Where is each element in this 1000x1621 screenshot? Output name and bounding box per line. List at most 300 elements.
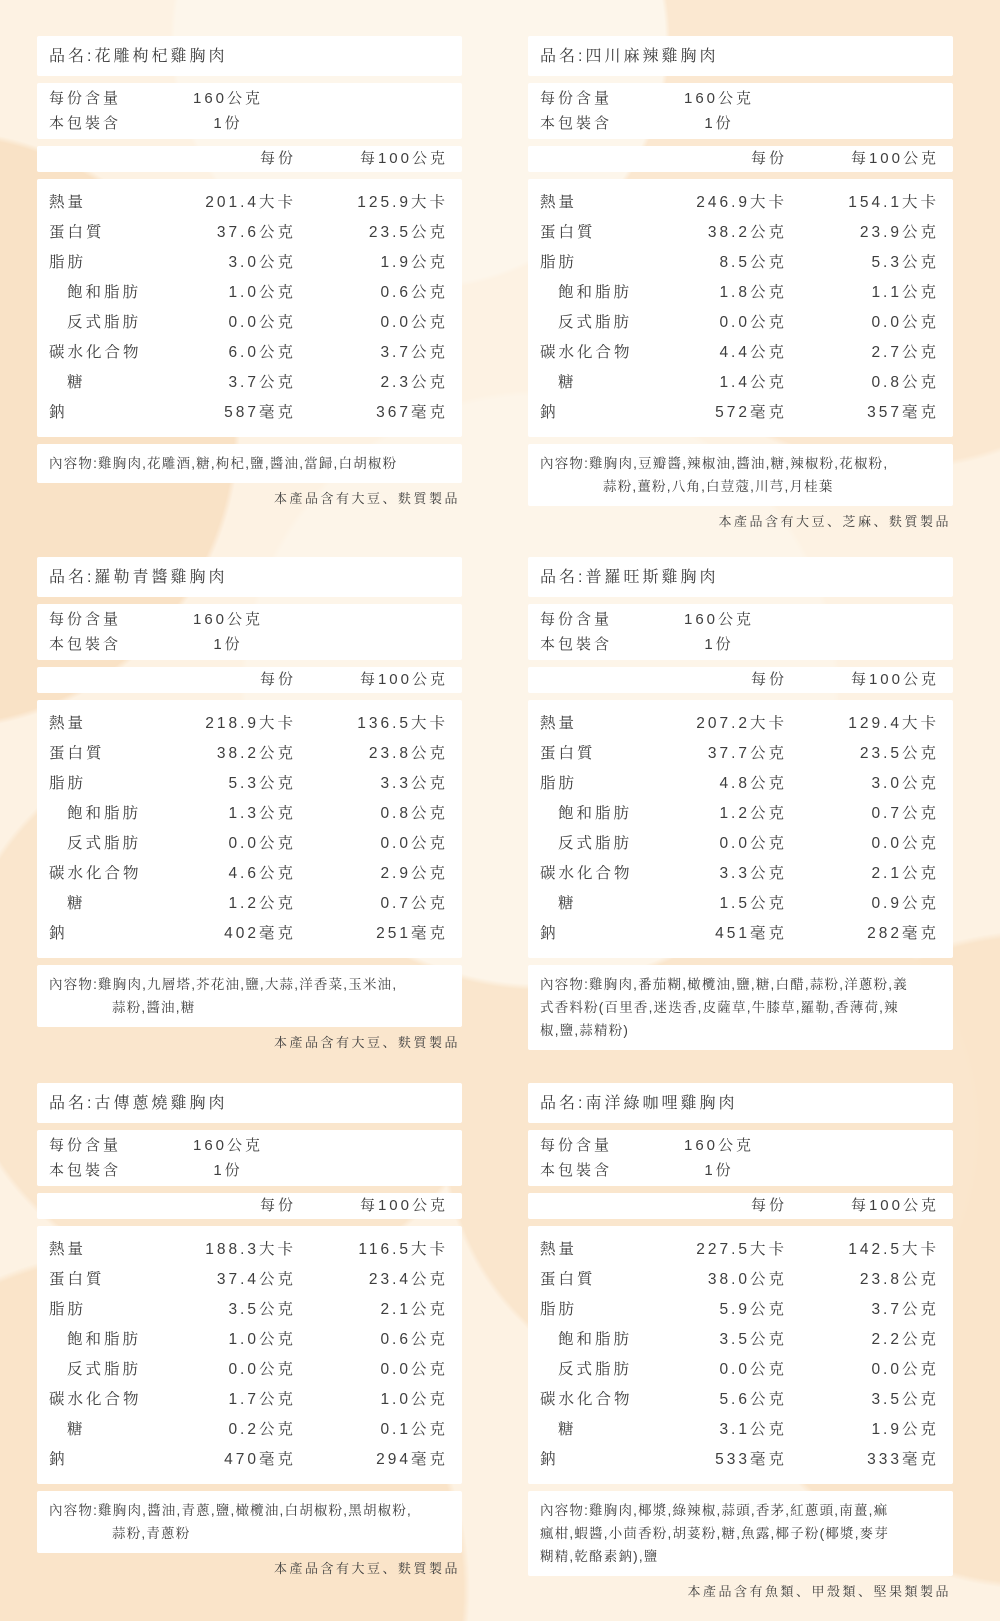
per-100g-value: 3.5公克	[871, 1391, 939, 1408]
per-100g-value: 116.5大卡	[358, 1241, 448, 1258]
per-100g-value: 2.3公克	[380, 374, 448, 391]
nutrient-name: 糖	[558, 895, 577, 912]
per-100g-value: 0.0公克	[380, 835, 448, 852]
table-row-calories	[49, 1235, 448, 1265]
per-100g-value: 251毫克	[376, 925, 448, 942]
nutrient-name: 反式脂肪	[558, 1361, 633, 1378]
package-count-label: 本包裝含	[49, 115, 122, 132]
table-row-calories	[540, 1235, 939, 1265]
per-serving-column-header: 每份	[750, 150, 787, 167]
nutrient-name: 碳水化合物	[49, 1391, 142, 1408]
nutrition-table	[528, 700, 953, 958]
nutrient-name: 糖	[67, 1421, 86, 1438]
column-header-row	[528, 667, 953, 693]
nutrient-name: 碳水化合物	[540, 1391, 633, 1408]
per-serving-value: 1.0公克	[228, 284, 296, 301]
nutrient-name: 碳水化合物	[540, 344, 633, 361]
per-100g-value: 1.9公克	[380, 254, 448, 271]
per-serving-value: 227.5大卡	[696, 1241, 787, 1258]
table-row-sodium	[49, 919, 448, 949]
per-serving-value: 0.2公克	[228, 1421, 296, 1438]
table-row-trans-fat	[540, 308, 939, 338]
product-name: 花雕枸杞雞胸肉	[94, 48, 228, 65]
per-100g-value: 0.7公克	[871, 805, 939, 822]
allergen-note: 本產品含有大豆、芝麻、麩質製品	[718, 514, 951, 529]
nutrient-name: 飽和脂肪	[67, 1331, 142, 1348]
per-100g-value: 0.0公克	[871, 314, 939, 331]
per-100g-value: 1.1公克	[871, 284, 939, 301]
per-serving-value: 37.7公克	[707, 745, 787, 762]
per-100g-value: 0.9公克	[871, 895, 939, 912]
per-serving-value: 201.4大卡	[205, 194, 296, 211]
nutrient-name: 飽和脂肪	[67, 805, 142, 822]
ingredients-box	[528, 965, 953, 1050]
allergen-note: 本產品含有大豆、麩質製品	[273, 1561, 460, 1576]
serving-info-box	[37, 1130, 462, 1186]
per-serving-value: 188.3大卡	[205, 1241, 296, 1258]
serving-size-label: 每份含量	[540, 1137, 613, 1154]
nutrition-table	[37, 179, 462, 437]
nutrient-name: 蛋白質	[540, 745, 596, 762]
serving-size-label: 每份含量	[540, 611, 613, 628]
header-spacer	[540, 1198, 669, 1214]
header-spacer	[540, 672, 669, 688]
product-name-prefix: 品名:	[540, 569, 586, 586]
nutrition-label-card	[528, 1083, 953, 1601]
table-row-calories	[49, 709, 448, 739]
per-100g-value: 357毫克	[867, 404, 939, 421]
nutrient-name: 蛋白質	[540, 1271, 596, 1288]
package-count-value: 1份	[704, 115, 734, 132]
table-row-carbohydrate	[540, 1385, 939, 1415]
per-serving-value: 5.3公克	[228, 775, 296, 792]
nutrient-name: 脂肪	[49, 1301, 87, 1318]
package-count-value: 1份	[213, 115, 243, 132]
nutrient-name: 反式脂肪	[558, 314, 633, 331]
table-row-saturated-fat	[540, 799, 939, 829]
per-serving-value: 3.1公克	[719, 1421, 787, 1438]
product-name-prefix: 品名:	[540, 1095, 586, 1112]
allergen-note: 本產品含有大豆、麩質製品	[273, 491, 460, 506]
nutrient-name: 糖	[67, 895, 86, 912]
table-row-carbohydrate	[49, 859, 448, 889]
per-100g-value: 0.7公克	[380, 895, 448, 912]
serving-size-value: 160公克	[683, 1137, 755, 1154]
per-serving-value: 1.0公克	[228, 1331, 296, 1348]
package-count-value: 1份	[213, 636, 243, 653]
nutrient-name: 飽和脂肪	[67, 284, 142, 301]
ingredients-line: 內容物:雞胸肉,豆瓣醬,辣椒油,醬油,糖,辣椒粉,花椒粉,	[540, 456, 889, 471]
per-serving-value: 1.5公克	[719, 895, 787, 912]
per-100g-value: 125.9大卡	[357, 194, 448, 211]
table-row-fat	[540, 248, 939, 278]
per-100g-value: 2.2公克	[871, 1331, 939, 1348]
nutrient-name: 鈉	[540, 925, 559, 942]
product-name-prefix: 品名:	[540, 48, 586, 65]
per-100g-value: 154.1大卡	[848, 194, 939, 211]
table-row-sugar	[49, 1415, 448, 1445]
allergen-note: 本產品含有魚類、甲殼類、堅果類製品	[687, 1584, 951, 1599]
serving-size-row	[49, 607, 450, 632]
per-100g-value: 282毫克	[867, 925, 939, 942]
table-row-sugar	[49, 889, 448, 919]
per-serving-column-header: 每份	[750, 671, 787, 688]
nutrient-name: 脂肪	[49, 775, 87, 792]
per-100g-value: 136.5大卡	[357, 715, 448, 732]
per-100g-value: 0.6公克	[380, 1331, 448, 1348]
package-count-label: 本包裝含	[49, 1162, 122, 1179]
per-100g-value: 1.0公克	[380, 1391, 448, 1408]
ingredients-line: 內容物:雞胸肉,醬油,青蔥,鹽,橄欖油,白胡椒粉,黑胡椒粉,	[49, 1503, 413, 1518]
nutrient-name: 碳水化合物	[49, 865, 142, 882]
per-serving-value: 4.6公克	[228, 865, 296, 882]
nutrition-label-card	[37, 1083, 462, 1578]
table-row-fat	[49, 769, 448, 799]
nutrient-name: 蛋白質	[49, 224, 105, 241]
per-100g-value: 23.8公克	[859, 1271, 939, 1288]
per-serving-value: 37.4公克	[216, 1271, 296, 1288]
serving-size-label: 每份含量	[49, 90, 122, 107]
table-row-sugar	[540, 368, 939, 398]
ingredients-line: 蒜粉,醬油,糖	[112, 1000, 196, 1015]
product-name-prefix: 品名:	[49, 569, 95, 586]
nutrient-name: 糖	[67, 374, 86, 391]
nutrient-name: 反式脂肪	[67, 1361, 142, 1378]
per-serving-value: 38.2公克	[216, 745, 296, 762]
ingredients-box	[37, 1491, 462, 1553]
package-count-row	[540, 111, 941, 136]
serving-info-box	[528, 1130, 953, 1186]
nutrient-name: 脂肪	[49, 254, 87, 271]
serving-size-value: 160公克	[192, 90, 264, 107]
nutrition-label-card	[528, 557, 953, 1057]
per-serving-value: 4.8公克	[719, 775, 787, 792]
header-spacer	[49, 151, 178, 167]
per-100g-value: 3.7公克	[380, 344, 448, 361]
per-serving-value: 246.9大卡	[696, 194, 787, 211]
table-row-saturated-fat	[540, 1325, 939, 1355]
per-100g-value: 0.1公克	[380, 1421, 448, 1438]
package-count-label: 本包裝含	[540, 115, 613, 132]
package-count-row	[49, 632, 450, 657]
product-name-box	[528, 557, 953, 597]
column-header-row	[528, 1193, 953, 1219]
table-row-trans-fat	[49, 308, 448, 338]
table-row-trans-fat	[540, 1355, 939, 1385]
per-serving-value: 3.3公克	[719, 865, 787, 882]
header-spacer	[49, 1198, 178, 1214]
package-count-row	[540, 1158, 941, 1183]
per-100g-value: 2.1公克	[380, 1301, 448, 1318]
per-serving-value: 5.9公克	[719, 1301, 787, 1318]
ingredients-box	[528, 444, 953, 506]
ingredients-line: 內容物:雞胸肉,花雕酒,糖,枸杞,鹽,醬油,當歸,白胡椒粉	[49, 456, 398, 471]
per-serving-value: 0.0公克	[719, 1361, 787, 1378]
per-serving-value: 1.2公克	[719, 805, 787, 822]
table-row-trans-fat	[540, 829, 939, 859]
nutrient-name: 鈉	[49, 1451, 68, 1468]
nutrition-table	[528, 1226, 953, 1484]
ingredients-line: 內容物:雞胸肉,椰漿,綠辣椒,蒜頭,香茅,紅蔥頭,南薑,痲	[540, 1503, 889, 1518]
package-count-row	[49, 1158, 450, 1183]
package-count-row	[540, 632, 941, 657]
table-row-protein	[49, 218, 448, 248]
per-100g-value: 2.7公克	[871, 344, 939, 361]
nutrient-name: 鈉	[540, 1451, 559, 1468]
ingredients-line: 蒜粉,青蔥粉	[112, 1526, 191, 1541]
per-100g-value: 367毫克	[376, 404, 448, 421]
per-serving-value: 8.5公克	[719, 254, 787, 271]
per-serving-value: 6.0公克	[228, 344, 296, 361]
per-100g-value: 0.0公克	[380, 314, 448, 331]
table-row-saturated-fat	[540, 278, 939, 308]
per-100g-value: 129.4大卡	[848, 715, 939, 732]
table-row-sugar	[49, 368, 448, 398]
table-row-saturated-fat	[49, 1325, 448, 1355]
per-serving-value: 0.0公克	[228, 314, 296, 331]
per-100g-value: 3.7公克	[871, 1301, 939, 1318]
per-100g-value: 23.8公克	[368, 745, 448, 762]
nutrient-name: 熱量	[49, 1241, 87, 1258]
serving-size-row	[540, 607, 941, 632]
product-name-box	[37, 1083, 462, 1123]
ingredients-line: 蒜粉,薑粉,八角,白荳蔻,川芎,月桂葉	[603, 479, 834, 494]
package-count-label: 本包裝含	[49, 636, 122, 653]
per-100g-value: 0.8公克	[871, 374, 939, 391]
table-row-sodium	[540, 919, 939, 949]
table-row-protein	[540, 218, 939, 248]
per-100g-column-header: 每100公克	[359, 671, 448, 688]
package-count-value: 1份	[704, 636, 734, 653]
per-100g-value: 23.9公克	[859, 224, 939, 241]
per-serving-value: 3.5公克	[228, 1301, 296, 1318]
per-100g-value: 333毫克	[867, 1451, 939, 1468]
product-name-box	[528, 36, 953, 76]
per-serving-value: 451毫克	[715, 925, 787, 942]
ingredients-box	[37, 444, 462, 483]
nutrient-name: 碳水化合物	[49, 344, 142, 361]
per-serving-value: 207.2大卡	[696, 715, 787, 732]
ingredients-line: 椒,鹽,蒜精粉)	[540, 1023, 630, 1038]
table-row-trans-fat	[49, 1355, 448, 1385]
per-100g-value: 2.1公克	[871, 865, 939, 882]
nutrition-label-card	[528, 36, 953, 531]
header-spacer	[49, 672, 178, 688]
ingredients-line: 糊精,乾酪素鈉),鹽	[540, 1549, 659, 1564]
table-row-carbohydrate	[540, 859, 939, 889]
package-count-row	[49, 111, 450, 136]
nutrient-name: 蛋白質	[540, 224, 596, 241]
table-row-sodium	[49, 1445, 448, 1475]
per-100g-value: 23.4公克	[368, 1271, 448, 1288]
per-serving-column-header: 每份	[750, 1197, 787, 1214]
table-row-sugar	[540, 1415, 939, 1445]
per-100g-column-header: 每100公克	[850, 1197, 939, 1214]
per-serving-value: 1.3公克	[228, 805, 296, 822]
per-serving-value: 0.0公克	[228, 1361, 296, 1378]
nutrient-name: 碳水化合物	[540, 865, 633, 882]
table-row-fat	[49, 1295, 448, 1325]
table-row-fat	[540, 1295, 939, 1325]
table-row-fat	[49, 248, 448, 278]
table-row-carbohydrate	[540, 338, 939, 368]
per-100g-value: 0.8公克	[380, 805, 448, 822]
per-serving-value: 1.7公克	[228, 1391, 296, 1408]
nutrient-name: 熱量	[540, 194, 578, 211]
package-count-label: 本包裝含	[540, 636, 613, 653]
product-name-box	[37, 36, 462, 76]
column-header-row	[37, 667, 462, 693]
per-serving-value: 0.0公克	[228, 835, 296, 852]
per-serving-value: 3.5公克	[719, 1331, 787, 1348]
per-serving-value: 5.6公克	[719, 1391, 787, 1408]
product-name: 羅勒青醬雞胸肉	[94, 569, 228, 586]
per-serving-column-header: 每份	[259, 150, 296, 167]
product-name: 南洋綠咖哩雞胸肉	[585, 1095, 738, 1112]
per-100g-value: 0.0公克	[380, 1361, 448, 1378]
nutrient-name: 糖	[558, 1421, 577, 1438]
nutrition-table	[528, 179, 953, 437]
nutrition-table	[37, 1226, 462, 1484]
table-row-saturated-fat	[49, 799, 448, 829]
per-100g-value: 2.9公克	[380, 865, 448, 882]
per-100g-value: 3.0公克	[871, 775, 939, 792]
per-serving-value: 533毫克	[715, 1451, 787, 1468]
allergen-note: 本產品含有大豆、麩質製品	[273, 1035, 460, 1050]
nutrient-name: 飽和脂肪	[558, 805, 633, 822]
serving-size-row	[540, 1133, 941, 1158]
nutrient-name: 熱量	[49, 194, 87, 211]
table-row-calories	[540, 709, 939, 739]
per-100g-column-header: 每100公克	[359, 1197, 448, 1214]
column-header-row	[37, 1193, 462, 1219]
table-row-carbohydrate	[49, 1385, 448, 1415]
nutrient-name: 蛋白質	[49, 1271, 105, 1288]
product-name-prefix: 品名:	[49, 48, 95, 65]
ingredients-line: 式香料粉(百里香,迷迭香,皮薩草,牛膝草,羅勒,香薄荷,辣	[540, 1000, 899, 1015]
per-100g-value: 0.0公克	[871, 1361, 939, 1378]
serving-size-row	[49, 86, 450, 111]
column-header-row	[37, 146, 462, 172]
per-100g-value: 3.3公克	[380, 775, 448, 792]
serving-size-value: 160公克	[683, 611, 755, 628]
nutrient-name: 脂肪	[540, 254, 578, 271]
table-row-sodium	[49, 398, 448, 428]
per-serving-value: 37.6公克	[216, 224, 296, 241]
nutrient-name: 飽和脂肪	[558, 1331, 633, 1348]
table-row-sodium	[540, 1445, 939, 1475]
per-100g-value: 0.0公克	[871, 835, 939, 852]
serving-size-label: 每份含量	[540, 90, 613, 107]
per-serving-value: 0.0公克	[719, 314, 787, 331]
serving-info-box	[37, 83, 462, 139]
table-row-protein	[540, 1265, 939, 1295]
per-serving-value: 1.2公克	[228, 895, 296, 912]
serving-size-label: 每份含量	[49, 611, 122, 628]
serving-info-box	[37, 604, 462, 660]
nutrient-name: 反式脂肪	[558, 835, 633, 852]
nutrient-name: 飽和脂肪	[558, 284, 633, 301]
nutrient-name: 熱量	[540, 1241, 578, 1258]
serving-info-box	[528, 604, 953, 660]
per-serving-value: 3.0公克	[228, 254, 296, 271]
table-row-sodium	[540, 398, 939, 428]
nutrient-name: 熱量	[49, 715, 87, 732]
ingredients-line: 內容物:雞胸肉,九層塔,芥花油,鹽,大蒜,洋香菜,玉米油,	[49, 977, 398, 992]
per-serving-value: 3.7公克	[228, 374, 296, 391]
package-count-label: 本包裝含	[540, 1162, 613, 1179]
nutrition-label-card	[37, 557, 462, 1052]
per-serving-value: 4.4公克	[719, 344, 787, 361]
nutrient-name: 鈉	[49, 925, 68, 942]
nutrient-name: 熱量	[540, 715, 578, 732]
ingredients-box	[528, 1491, 953, 1576]
nutrient-name: 脂肪	[540, 775, 578, 792]
table-row-sugar	[540, 889, 939, 919]
nutrient-name: 脂肪	[540, 1301, 578, 1318]
per-serving-value: 572毫克	[715, 404, 787, 421]
per-serving-value: 38.0公克	[707, 1271, 787, 1288]
package-count-value: 1份	[704, 1162, 734, 1179]
nutrient-name: 反式脂肪	[67, 314, 142, 331]
product-name-prefix: 品名:	[49, 1095, 95, 1112]
table-row-protein	[49, 739, 448, 769]
per-serving-value: 218.9大卡	[205, 715, 296, 732]
nutrition-table	[37, 700, 462, 958]
column-header-row	[528, 146, 953, 172]
package-count-value: 1份	[213, 1162, 243, 1179]
table-row-carbohydrate	[49, 338, 448, 368]
table-row-saturated-fat	[49, 278, 448, 308]
ingredients-line: 內容物:雞胸肉,番茄糊,橄欖油,鹽,糖,白醋,蒜粉,洋蔥粉,義	[540, 977, 908, 992]
nutrient-name: 反式脂肪	[67, 835, 142, 852]
per-serving-value: 0.0公克	[719, 835, 787, 852]
serving-size-row	[49, 1133, 450, 1158]
per-100g-column-header: 每100公克	[850, 671, 939, 688]
per-serving-value: 470毫克	[224, 1451, 296, 1468]
serving-size-row	[540, 86, 941, 111]
per-100g-value: 5.3公克	[871, 254, 939, 271]
nutrition-label-card	[37, 36, 462, 508]
serving-size-label: 每份含量	[49, 1137, 122, 1154]
ingredients-box	[37, 965, 462, 1027]
per-100g-value: 294毫克	[376, 1451, 448, 1468]
per-serving-column-header: 每份	[259, 1197, 296, 1214]
table-row-fat	[540, 769, 939, 799]
per-serving-value: 1.8公克	[719, 284, 787, 301]
table-row-protein	[49, 1265, 448, 1295]
table-row-calories	[49, 188, 448, 218]
per-100g-column-header: 每100公克	[850, 150, 939, 167]
product-name: 普羅旺斯雞胸肉	[585, 569, 719, 586]
per-100g-value: 23.5公克	[859, 745, 939, 762]
serving-size-value: 160公克	[192, 611, 264, 628]
product-name: 四川麻辣雞胸肉	[585, 48, 719, 65]
per-serving-value: 587毫克	[224, 404, 296, 421]
per-serving-value: 38.2公克	[707, 224, 787, 241]
per-100g-value: 0.6公克	[380, 284, 448, 301]
product-name-box	[37, 557, 462, 597]
table-row-trans-fat	[49, 829, 448, 859]
table-row-protein	[540, 739, 939, 769]
per-100g-value: 23.5公克	[368, 224, 448, 241]
per-100g-column-header: 每100公克	[359, 150, 448, 167]
ingredients-line: 瘋柑,蝦醬,小茴香粉,胡荽粉,糖,魚露,椰子粉(椰漿,麥芽	[540, 1526, 890, 1541]
serving-size-value: 160公克	[683, 90, 755, 107]
product-name-box	[528, 1083, 953, 1123]
serving-size-value: 160公克	[192, 1137, 264, 1154]
nutrient-name: 蛋白質	[49, 745, 105, 762]
